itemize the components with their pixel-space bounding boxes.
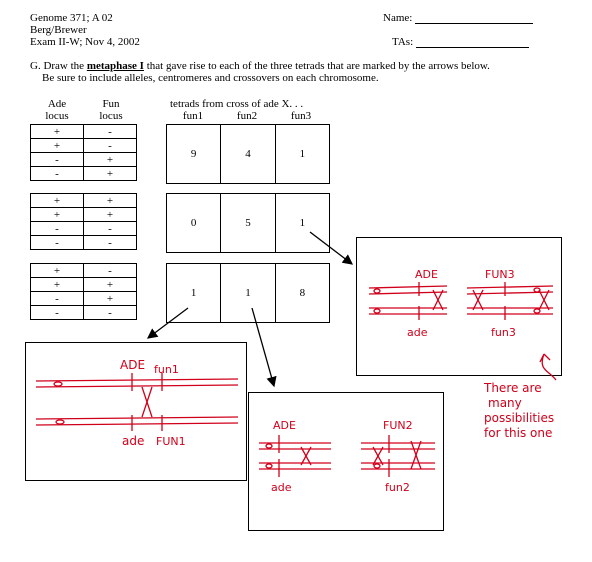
ade-allele: -	[31, 236, 84, 250]
ade-allele: +	[31, 194, 84, 208]
chromosome-sketch-fun1	[26, 343, 246, 480]
genotype-table-2	[30, 193, 137, 250]
fun-allele: +	[84, 292, 137, 306]
note-line-2: many	[488, 396, 522, 410]
ade-allele: +	[31, 278, 84, 292]
label-ade-lower: ade	[407, 326, 428, 339]
ade-allele: -	[31, 153, 84, 167]
table-row	[31, 194, 137, 208]
fun-allele: +	[84, 208, 137, 222]
label-ade-upper: ADE	[120, 358, 146, 372]
genotype-table-1	[30, 124, 137, 181]
table-row	[31, 208, 137, 222]
ade-allele: -	[31, 306, 84, 320]
count-box-3	[166, 263, 330, 323]
label-ade-lower: ade	[271, 481, 292, 494]
note-line-3: possibilities	[484, 411, 555, 425]
fun-locus-header	[84, 98, 138, 122]
question-line-1	[30, 60, 490, 72]
question-line-2: Be sure to include alleles, centromeres and crossovers on each chromosome.	[42, 72, 379, 84]
ade-allele: +	[31, 139, 84, 153]
ade-header-word: Ade	[47, 98, 67, 110]
count-fun3: 8	[299, 287, 306, 299]
fun-allele: +	[84, 278, 137, 292]
locus-header-word: locus	[45, 110, 69, 122]
label-fun2-lower: fun2	[385, 481, 410, 494]
chromosome-sketch-fun3	[357, 238, 561, 375]
question-prefix: G. Draw the	[30, 60, 87, 72]
table-row	[31, 139, 137, 153]
metaphase-drawing-fun3	[356, 237, 562, 376]
label-ade-lower: ade	[122, 434, 145, 448]
ade-allele: -	[31, 292, 84, 306]
metaphase-drawing-fun2	[248, 392, 444, 531]
table-row	[31, 292, 137, 306]
count-fun1: 9	[167, 125, 221, 183]
fun-allele: +	[84, 167, 137, 181]
table-row	[31, 264, 137, 278]
ade-allele: +	[31, 264, 84, 278]
genotype-table-3	[30, 263, 137, 320]
fun-allele: -	[84, 264, 137, 278]
label-fun2-upper: FUN2	[383, 419, 413, 432]
fun1-label: fun1	[182, 110, 204, 122]
count-fun2: 5	[221, 194, 275, 252]
note-line-1: There are	[484, 381, 542, 395]
count-fun1: 1	[167, 264, 221, 322]
label-ade-upper: ADE	[415, 268, 438, 281]
label-fun1-lower: FUN1	[156, 435, 186, 448]
note-line-4: for this one	[484, 426, 553, 440]
fun-allele: -	[84, 125, 137, 139]
metaphase-drawing-fun1	[25, 342, 247, 481]
fun-allele: -	[84, 306, 137, 320]
handwritten-note	[483, 381, 554, 440]
count-fun3: 1	[299, 217, 306, 229]
count-fun2: 1	[221, 264, 275, 322]
ade-locus-header	[30, 98, 84, 122]
name-field[interactable]	[383, 12, 533, 24]
tas-blank[interactable]	[416, 36, 529, 48]
ade-allele: +	[31, 208, 84, 222]
name-label: Name:	[383, 12, 413, 24]
table-row	[31, 222, 137, 236]
name-blank[interactable]	[415, 12, 533, 24]
table-row	[31, 236, 137, 250]
question-suffix: that gave rise to each of the three tetrads that are marked by the arrows below.	[143, 60, 490, 72]
fun-allele: -	[84, 139, 137, 153]
table-row	[31, 306, 137, 320]
label-fun3-lower: fun3	[491, 326, 516, 339]
label-ade-upper: ADE	[273, 419, 296, 432]
count-box-1	[166, 124, 330, 184]
table-row	[31, 278, 137, 292]
count-fun1: 0	[167, 194, 221, 252]
count-box-2	[166, 193, 330, 253]
table-row	[31, 167, 137, 181]
label-fun1-upper: fun1	[154, 363, 179, 376]
fun3-label: fun3	[290, 110, 312, 122]
table-row	[31, 153, 137, 167]
tetrads-title: tetrads from cross of ade X. . .	[170, 98, 304, 110]
label-fun3-upper: FUN3	[485, 268, 515, 281]
fun-allele: -	[84, 236, 137, 250]
count-fun3: 1	[299, 148, 306, 160]
locus-header-word: locus	[99, 110, 123, 122]
ade-allele: +	[31, 125, 84, 139]
ade-allele: -	[31, 167, 84, 181]
table-row	[31, 125, 137, 139]
fun-allele: -	[84, 222, 137, 236]
fun-allele: +	[84, 153, 137, 167]
ade-allele: -	[31, 222, 84, 236]
question-emphasis: metaphase I	[86, 60, 144, 72]
fun2-label: fun2	[236, 110, 258, 122]
course-line: Genome 371; A 02	[30, 12, 113, 24]
exam-line: Exam II-W; Nov 4, 2002	[30, 36, 140, 48]
tas-field[interactable]	[392, 36, 529, 48]
count-fun2: 4	[221, 125, 275, 183]
chromosome-sketch-fun2	[249, 393, 443, 530]
instructors-line: Berg/Brewer	[30, 24, 87, 36]
fun-header-word: Fun	[102, 98, 120, 110]
tas-label: TAs:	[392, 36, 414, 48]
fun-allele: +	[84, 194, 137, 208]
